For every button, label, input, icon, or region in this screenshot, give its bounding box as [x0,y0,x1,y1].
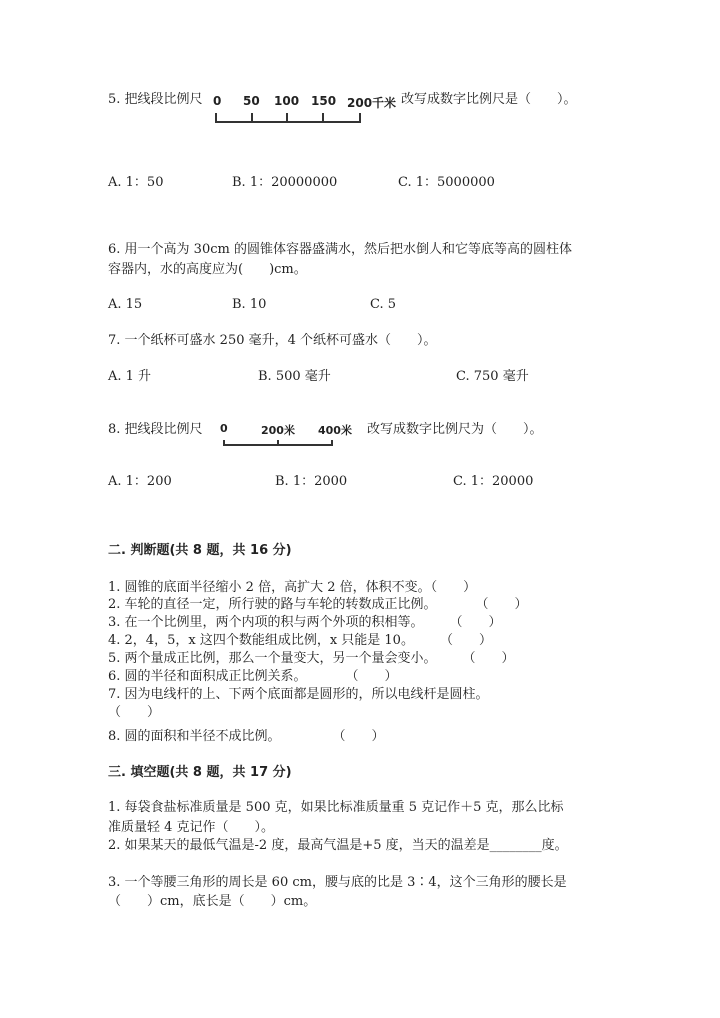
scale-line [215,113,361,123]
fill-item: 2. 如果某天的最低气温是-2 度，最高气温是+5 度，当天的温差是________度。 [108,838,568,853]
fill-item-continuation: 准质量轻 4 克记作（ ）。 [108,820,275,835]
q8-option-c: C. 1：20000 [453,474,534,489]
judge-item-continuation: （ ） [108,705,161,720]
q5-option-a: A. 1：50 [108,175,164,190]
judge-item: 4. 2，4，5，x 这四个数能组成比例，x 只能是 10。 （ ） [108,633,492,648]
scale-tick [277,440,279,445]
q5-option-c: C. 1：5000000 [398,175,495,190]
q7-option-c: C. 750 毫升 [456,369,529,384]
q8-option-a: A. 1：200 [108,474,172,489]
scale-tick [251,113,253,122]
fill-item: 1. 每袋食盐标准质量是 500 克，如果比标准质量重 5 克记作＋5 克，那么比标 [108,800,564,815]
q6-option-a: A. 15 [108,297,143,312]
judge-item: 3. 在一个比例里，两个内项的积与两个外项的积相等。 （ ） [108,615,502,630]
q5-option-b: B. 1：20000000 [232,175,338,190]
q7-text: 7. 一个纸杯可盛水 250 毫升，4 个纸杯可盛水（ ）。 [108,333,437,348]
section2-title: 二. 判断题(共 8 题，共 16 分) [108,543,292,558]
judge-item: 6. 圆的半径和面积成正比例关系。 （ ） [108,669,398,684]
q6-option-c: C. 5 [370,297,397,312]
scale-label: 400米 [318,424,352,437]
scale-tick [286,113,288,122]
scale-label: 200米 [261,424,295,437]
scale-label: 50 [243,94,260,108]
scale-label: 200千米 [347,96,397,110]
q8-prefix: 8. 把线段比例尺 [108,422,203,437]
scale-label: 150 [311,94,337,108]
judge-item: 1. 圆锥的底面半径缩小 2 倍，高扩大 2 倍，体积不变。（ ） [108,580,477,595]
q6-line1: 6. 用一个高为 30cm 的圆锥体容器盛满水，然后把水倒人和它等底等高的圆柱体 [108,242,572,257]
judge-item: 2. 车轮的直径一定，所行驶的路与车轮的转数成正比例。 （ ） [108,597,528,612]
q6-line2: 容器内，水的高度应为( )cm。 [108,262,307,277]
judge-item: 8. 圆的面积和半径不成比例。 （ ） [108,729,385,744]
section3-title: 三. 填空题(共 8 题，共 17 分) [108,765,292,780]
scale-tick [322,113,324,122]
q7-option-b: B. 500 毫升 [258,369,331,384]
judge-item: 7. 因为电线杆的上、下两个底面都是圆形的，所以电线杆是圆柱。 [108,687,489,702]
fill-item: 3. 一个等腰三角形的周长是 60 cm，腰与底的比是 3∶4，这个三角形的腰长是 [108,875,567,890]
scale-label: 0 [213,94,222,108]
scale-label: 0 [220,422,228,435]
fill-item-continuation: （ ）cm，底长是（ ）cm。 [108,894,317,909]
q5-suffix: 改写成数字比例尺是（ ）。 [401,92,577,107]
q8-suffix: 改写成数字比例尺为（ ）。 [367,422,543,437]
q7-option-a: A. 1 升 [108,369,152,384]
q5-prefix: 5. 把线段比例尺 [108,92,203,107]
judge-item: 5. 两个量成正比例，那么一个量变大，另一个量会变小。 （ ） [108,651,515,666]
scale-label: 100 [274,94,300,108]
q8-option-b: B. 1：2000 [275,474,348,489]
q6-option-b: B. 10 [232,297,267,312]
